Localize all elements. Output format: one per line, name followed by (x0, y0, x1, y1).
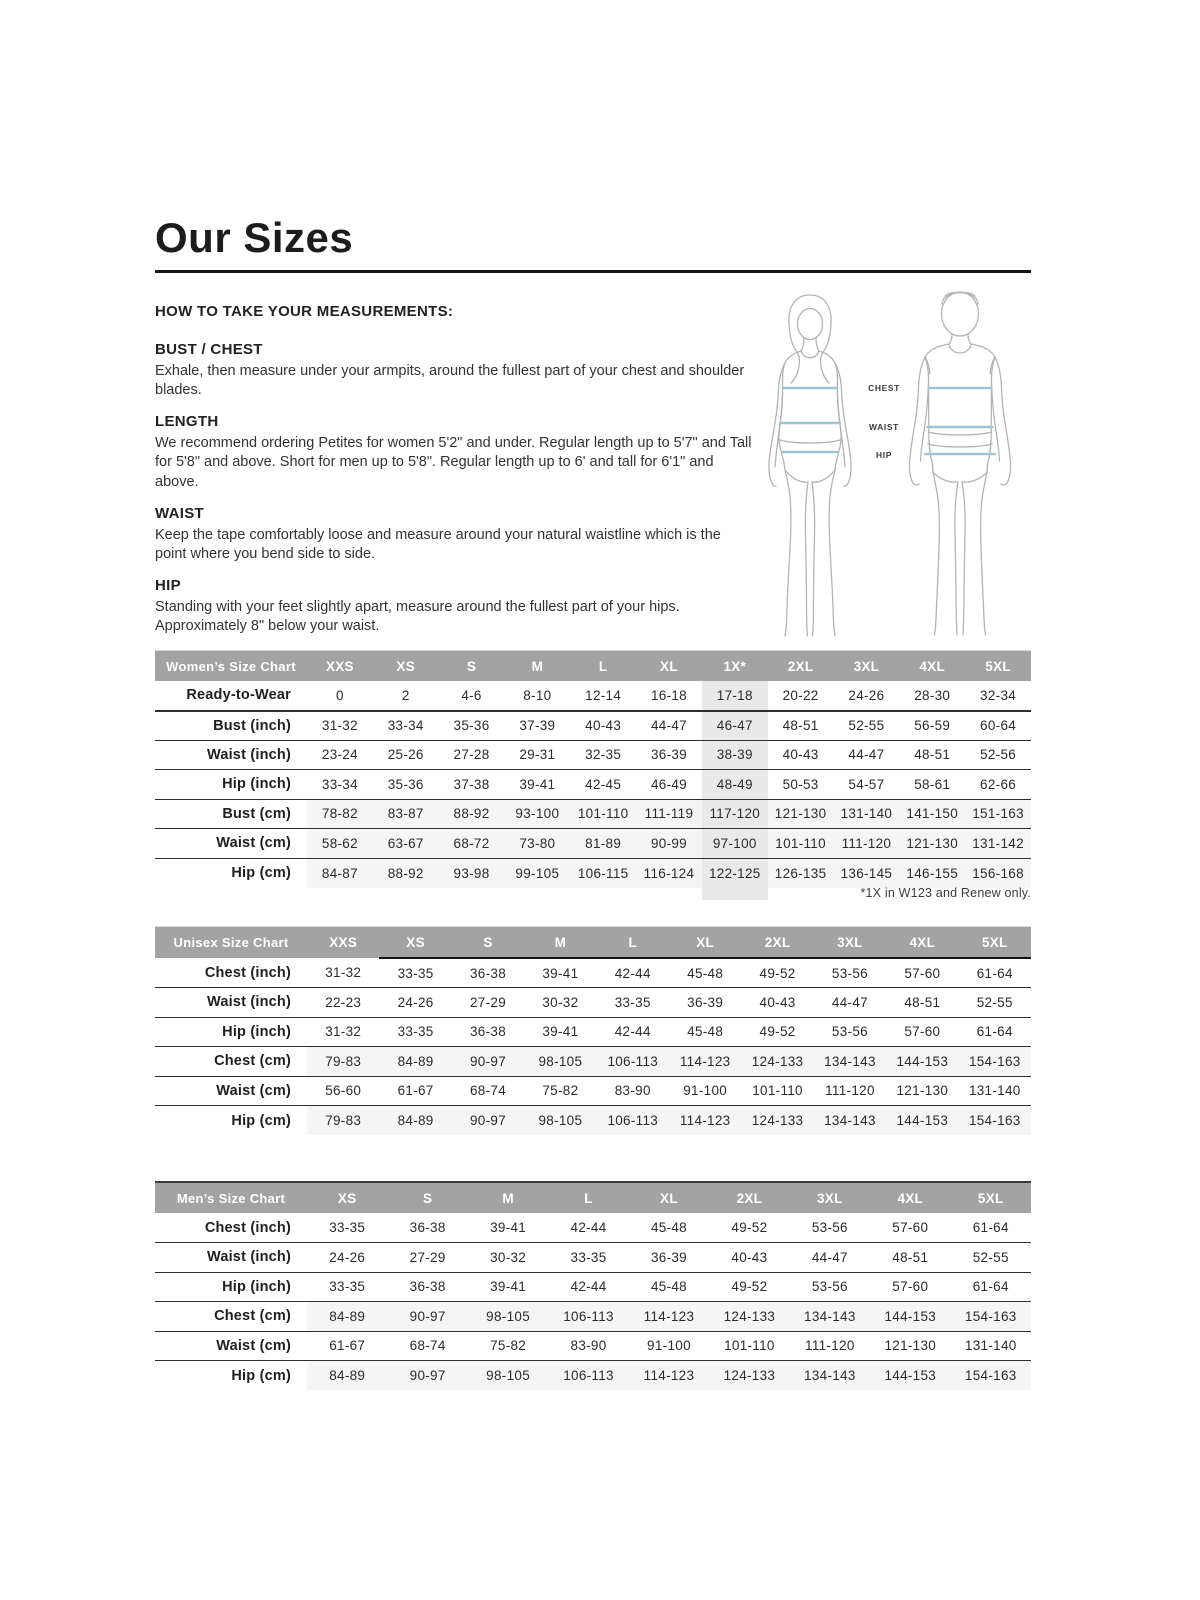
section-heading-hip: HIP (155, 576, 181, 594)
size-cell: 57-60 (886, 1017, 958, 1047)
size-cell: 124-133 (741, 1047, 813, 1077)
table-row (155, 1047, 1031, 1077)
size-column-header: 4XL (899, 651, 965, 682)
size-cell: 23-24 (307, 740, 373, 770)
how-to-heading: HOW TO TAKE YOUR MEASUREMENTS: (155, 303, 454, 320)
size-cell: 122-125 (702, 858, 768, 888)
size-column-header: XL (669, 927, 741, 959)
size-cell: 44-47 (636, 711, 702, 741)
table-row (155, 799, 1031, 829)
size-cell: 24-26 (307, 1243, 387, 1273)
size-cell: 154-163 (959, 1106, 1031, 1136)
size-cell: 39-41 (468, 1272, 548, 1302)
row-label: Waist (cm) (155, 1076, 307, 1106)
size-cell: 93-100 (504, 799, 570, 829)
size-column-header: 2XL (741, 927, 813, 959)
size-cell: 131-140 (834, 799, 900, 829)
table-row (155, 829, 1031, 859)
size-cell: 154-163 (959, 1047, 1031, 1077)
size-cell: 44-47 (790, 1243, 870, 1273)
size-cell: 52-55 (959, 988, 1031, 1018)
size-cell: 61-64 (951, 1213, 1032, 1243)
size-cell: 40-43 (570, 711, 636, 741)
size-cell: 73-80 (504, 829, 570, 859)
size-cell: 151-163 (965, 799, 1031, 829)
size-column-header: 2XL (768, 651, 834, 682)
size-cell: 42-45 (570, 770, 636, 800)
figure-label-hip: HIP (876, 450, 892, 460)
size-cell: 93-98 (439, 858, 505, 888)
size-cell: 114-123 (629, 1361, 709, 1391)
size-column-header: XS (373, 651, 439, 682)
size-column-header: XXS (307, 651, 373, 682)
size-cell: 52-55 (951, 1243, 1032, 1273)
size-cell: 48-51 (886, 988, 958, 1018)
size-cell: 68-72 (439, 829, 505, 859)
body-measurement-diagram (738, 282, 1033, 640)
row-label: Waist (cm) (155, 829, 307, 859)
size-cell: 22-23 (307, 988, 379, 1018)
table-row (155, 740, 1031, 770)
row-label: Waist (inch) (155, 1243, 307, 1273)
size-cell: 136-145 (834, 858, 900, 888)
size-cell: 38-39 (702, 740, 768, 770)
table-row (155, 711, 1031, 741)
size-column-header: 3XL (790, 1182, 870, 1213)
size-cell: 33-34 (307, 770, 373, 800)
size-column-header: S (387, 1182, 467, 1213)
size-cell: 4-6 (439, 681, 505, 711)
row-label: Chest (cm) (155, 1047, 307, 1077)
size-column-header: 5XL (951, 1182, 1032, 1213)
size-cell: 90-99 (636, 829, 702, 859)
section-body-bust-chest: Exhale, then measure under your armpits, around the fullest part of your chest and shoulder blades. (155, 363, 745, 399)
table-row (155, 770, 1031, 800)
size-column-header: L (597, 927, 669, 959)
male-measure-lines (925, 388, 995, 454)
table-row (155, 1017, 1031, 1047)
size-cell: 52-56 (965, 740, 1031, 770)
row-label: Chest (inch) (155, 1213, 307, 1243)
size-cell: 101-110 (570, 799, 636, 829)
size-cell: 98-105 (524, 1047, 596, 1077)
row-label: Hip (inch) (155, 770, 307, 800)
size-cell: 121-130 (899, 829, 965, 859)
measurement-instructions (155, 341, 755, 649)
size-cell: 44-47 (814, 988, 886, 1018)
figure-label-chest: CHEST (868, 383, 900, 393)
size-cell: 90-97 (387, 1302, 467, 1332)
size-cell: 36-39 (629, 1243, 709, 1273)
table-row (155, 681, 1031, 711)
table-row (155, 958, 1031, 988)
size-column-header: L (548, 1182, 628, 1213)
size-column-header: XS (379, 927, 451, 959)
size-cell: 42-44 (548, 1213, 628, 1243)
size-cell: 24-26 (379, 988, 451, 1018)
size-cell: 91-100 (629, 1331, 709, 1361)
size-cell: 62-66 (965, 770, 1031, 800)
size-cell: 75-82 (468, 1331, 548, 1361)
footnote-1x: *1X in W123 and Renew only. (860, 886, 1031, 900)
size-cell: 116-124 (636, 858, 702, 888)
female-figure (769, 295, 851, 636)
size-cell: 98-105 (524, 1106, 596, 1136)
size-cell: 57-60 (870, 1272, 950, 1302)
table-title-cell: Men’s Size Chart (155, 1182, 307, 1213)
size-cell: 45-48 (629, 1272, 709, 1302)
size-cell: 30-32 (468, 1243, 548, 1273)
size-cell: 8-10 (504, 681, 570, 711)
size-cell: 37-38 (439, 770, 505, 800)
size-cell: 56-59 (899, 711, 965, 741)
size-cell: 31-32 (307, 958, 379, 988)
size-cell: 117-120 (702, 799, 768, 829)
size-cell: 33-35 (379, 958, 451, 988)
size-cell: 57-60 (886, 958, 958, 988)
size-cell: 45-48 (669, 1017, 741, 1047)
size-column-header: M (504, 651, 570, 682)
size-cell: 33-35 (307, 1213, 387, 1243)
unisex-size-table-wrap (155, 926, 1031, 1135)
row-label: Chest (cm) (155, 1302, 307, 1332)
row-label: Bust (cm) (155, 799, 307, 829)
size-cell: 134-143 (814, 1106, 886, 1136)
size-cell: 84-87 (307, 858, 373, 888)
size-column-header: 3XL (834, 651, 900, 682)
size-cell: 40-43 (741, 988, 813, 1018)
size-cell: 114-123 (629, 1302, 709, 1332)
size-cell: 40-43 (709, 1243, 789, 1273)
size-cell: 35-36 (373, 770, 439, 800)
size-cell: 106-113 (597, 1047, 669, 1077)
size-cell: 154-163 (951, 1361, 1032, 1391)
row-label: Ready-to-Wear (155, 681, 307, 711)
size-cell: 84-89 (307, 1302, 387, 1332)
size-cell: 36-38 (387, 1272, 467, 1302)
row-label: Hip (inch) (155, 1017, 307, 1047)
size-column-header: 5XL (965, 651, 1031, 682)
size-cell: 124-133 (709, 1361, 789, 1391)
size-cell: 121-130 (886, 1076, 958, 1106)
unisex-size-table (155, 926, 1031, 1135)
size-cell: 30-32 (524, 988, 596, 1018)
size-cell: 32-34 (965, 681, 1031, 711)
row-label: Hip (cm) (155, 1106, 307, 1136)
size-cell: 42-44 (597, 958, 669, 988)
size-cell: 78-82 (307, 799, 373, 829)
size-cell: 56-60 (307, 1076, 379, 1106)
table-title-cell: Women’s Size Chart (155, 651, 307, 682)
size-cell: 98-105 (468, 1302, 548, 1332)
size-cell: 101-110 (768, 829, 834, 859)
size-cell: 88-92 (439, 799, 505, 829)
size-cell: 46-47 (702, 711, 768, 741)
table-row (155, 1106, 1031, 1136)
size-cell: 36-38 (387, 1213, 467, 1243)
row-label: Waist (inch) (155, 740, 307, 770)
size-cell: 156-168 (965, 858, 1031, 888)
size-cell: 36-39 (636, 740, 702, 770)
size-cell: 134-143 (814, 1047, 886, 1077)
section-length (155, 413, 755, 491)
size-cell: 45-48 (669, 958, 741, 988)
size-cell: 46-49 (636, 770, 702, 800)
title-divider (155, 270, 1031, 273)
size-cell: 75-82 (524, 1076, 596, 1106)
size-cell: 25-26 (373, 740, 439, 770)
size-cell: 39-41 (524, 1017, 596, 1047)
size-column-header: XL (636, 651, 702, 682)
figure-label-waist: WAIST (869, 422, 899, 432)
section-body-length: We recommend ordering Petites for women 5'2" and under. Regular length up to 5'7" and Tall for 5'8" and above. Short for men up to 5'8". Regular length up to 6' and tall for 6'1" and above. (155, 435, 752, 490)
size-cell: 90-97 (387, 1361, 467, 1391)
size-cell: 61-64 (959, 958, 1031, 988)
size-cell: 91-100 (669, 1076, 741, 1106)
size-cell: 57-60 (870, 1213, 950, 1243)
table-title-cell: Unisex Size Chart (155, 927, 307, 959)
size-cell: 98-105 (468, 1361, 548, 1391)
size-cell: 131-140 (951, 1331, 1032, 1361)
size-cell: 29-31 (504, 740, 570, 770)
size-cell: 27-28 (439, 740, 505, 770)
size-cell: 31-32 (307, 1017, 379, 1047)
size-cell: 33-35 (548, 1243, 628, 1273)
male-figure (909, 292, 1010, 635)
row-label: Waist (inch) (155, 988, 307, 1018)
size-cell: 42-44 (548, 1272, 628, 1302)
row-label: Chest (inch) (155, 958, 307, 988)
size-cell: 84-89 (307, 1361, 387, 1391)
size-cell: 39-41 (524, 958, 596, 988)
size-cell: 106-113 (548, 1361, 628, 1391)
section-bust-chest (155, 341, 755, 400)
table-row (155, 1331, 1031, 1361)
size-cell: 42-44 (597, 1017, 669, 1047)
size-cell: 111-120 (834, 829, 900, 859)
size-cell: 50-53 (768, 770, 834, 800)
table-row (155, 1361, 1031, 1391)
table-row (155, 1243, 1031, 1273)
womens-size-table-wrap (155, 650, 1031, 888)
size-cell: 106-115 (570, 858, 636, 888)
size-cell: 79-83 (307, 1106, 379, 1136)
size-cell: 121-130 (768, 799, 834, 829)
size-cell: 90-97 (452, 1047, 524, 1077)
size-cell: 45-48 (629, 1213, 709, 1243)
size-cell: 141-150 (899, 799, 965, 829)
size-cell: 106-113 (597, 1106, 669, 1136)
table-row (155, 1302, 1031, 1332)
size-cell: 83-90 (548, 1331, 628, 1361)
size-cell: 79-83 (307, 1047, 379, 1077)
size-cell: 68-74 (452, 1076, 524, 1106)
size-cell: 16-18 (636, 681, 702, 711)
row-label: Hip (inch) (155, 1272, 307, 1302)
size-cell: 134-143 (790, 1361, 870, 1391)
size-cell: 35-36 (439, 711, 505, 741)
size-column-header: 2XL (709, 1182, 789, 1213)
size-cell: 48-49 (702, 770, 768, 800)
size-cell: 61-64 (959, 1017, 1031, 1047)
table-row (155, 1213, 1031, 1243)
size-cell: 37-39 (504, 711, 570, 741)
section-waist (155, 505, 755, 564)
table-row (155, 1076, 1031, 1106)
size-cell: 114-123 (669, 1106, 741, 1136)
size-cell: 40-43 (768, 740, 834, 770)
size-cell: 53-56 (814, 1017, 886, 1047)
size-cell: 68-74 (387, 1331, 467, 1361)
size-column-header: XXS (307, 927, 379, 959)
size-cell: 28-30 (899, 681, 965, 711)
size-cell: 39-41 (504, 770, 570, 800)
section-heading-waist: WAIST (155, 504, 204, 522)
size-cell: 27-29 (452, 988, 524, 1018)
size-cell: 12-14 (570, 681, 636, 711)
size-cell: 144-153 (886, 1047, 958, 1077)
size-cell: 121-130 (870, 1331, 950, 1361)
size-cell: 131-142 (965, 829, 1031, 859)
size-column-header: L (570, 651, 636, 682)
size-cell: 33-35 (307, 1272, 387, 1302)
size-cell: 48-51 (768, 711, 834, 741)
size-column-header: 5XL (959, 927, 1031, 959)
size-cell: 53-56 (790, 1213, 870, 1243)
section-heading-length: LENGTH (155, 413, 219, 431)
table-row (155, 988, 1031, 1018)
size-cell: 60-64 (965, 711, 1031, 741)
size-cell: 58-61 (899, 770, 965, 800)
size-cell: 124-133 (741, 1106, 813, 1136)
size-cell: 49-52 (741, 1017, 813, 1047)
size-cell: 61-67 (307, 1331, 387, 1361)
row-label: Hip (cm) (155, 1361, 307, 1391)
mens-size-table (155, 1181, 1031, 1390)
size-cell: 84-89 (379, 1047, 451, 1077)
size-cell: 0 (307, 681, 373, 711)
row-label: Waist (cm) (155, 1331, 307, 1361)
size-cell: 27-29 (387, 1243, 467, 1273)
size-cell: 2 (373, 681, 439, 711)
size-cell: 90-97 (452, 1106, 524, 1136)
size-cell: 101-110 (741, 1076, 813, 1106)
size-cell: 58-62 (307, 829, 373, 859)
size-cell: 84-89 (379, 1106, 451, 1136)
size-cell: 111-119 (636, 799, 702, 829)
mens-size-table-wrap (155, 1181, 1031, 1390)
size-cell: 49-52 (741, 958, 813, 988)
size-cell: 48-51 (870, 1243, 950, 1273)
size-column-header: XS (307, 1182, 387, 1213)
section-heading-bust-chest: BUST / CHEST (155, 341, 263, 358)
section-body-hip: Standing with your feet slightly apart, measure around the fullest part of your hips. Approximately 8" below your waist. (155, 598, 680, 634)
size-cell: 101-110 (709, 1331, 789, 1361)
size-column-header: S (452, 927, 524, 959)
size-cell: 83-87 (373, 799, 439, 829)
size-cell: 31-32 (307, 711, 373, 741)
size-cell: 33-34 (373, 711, 439, 741)
size-cell: 48-51 (899, 740, 965, 770)
size-cell: 111-120 (790, 1331, 870, 1361)
size-cell: 131-140 (959, 1076, 1031, 1106)
size-cell: 24-26 (834, 681, 900, 711)
size-column-header: 4XL (870, 1182, 950, 1213)
size-cell: 106-113 (548, 1302, 628, 1332)
size-column-header: M (524, 927, 596, 959)
size-cell: 126-135 (768, 858, 834, 888)
size-cell: 36-38 (452, 1017, 524, 1047)
size-cell: 49-52 (709, 1213, 789, 1243)
size-cell: 61-67 (379, 1076, 451, 1106)
size-cell: 99-105 (504, 858, 570, 888)
size-cell: 44-47 (834, 740, 900, 770)
page-title: Our Sizes (155, 214, 354, 261)
size-cell: 97-100 (702, 829, 768, 859)
size-column-header: XL (629, 1182, 709, 1213)
size-cell: 53-56 (790, 1272, 870, 1302)
size-cell: 39-41 (468, 1213, 548, 1243)
table-row (155, 1272, 1031, 1302)
size-column-header: M (468, 1182, 548, 1213)
size-cell: 146-155 (899, 858, 965, 888)
size-cell: 49-52 (709, 1272, 789, 1302)
row-label: Hip (cm) (155, 858, 307, 888)
size-cell: 114-123 (669, 1047, 741, 1077)
size-cell: 81-89 (570, 829, 636, 859)
size-cell: 144-153 (870, 1302, 950, 1332)
size-cell: 154-163 (951, 1302, 1032, 1332)
size-cell: 83-90 (597, 1076, 669, 1106)
size-cell: 36-38 (452, 958, 524, 988)
size-cell: 111-120 (814, 1076, 886, 1106)
size-cell: 32-35 (570, 740, 636, 770)
size-column-header: 1X* (702, 651, 768, 682)
size-cell: 33-35 (379, 1017, 451, 1047)
size-cell: 134-143 (790, 1302, 870, 1332)
size-column-header: 3XL (814, 927, 886, 959)
size-cell: 124-133 (709, 1302, 789, 1332)
size-cell: 88-92 (373, 858, 439, 888)
size-cell: 61-64 (951, 1272, 1032, 1302)
size-cell: 17-18 (702, 681, 768, 711)
size-cell: 144-153 (886, 1106, 958, 1136)
table-row (155, 858, 1031, 888)
size-cell: 20-22 (768, 681, 834, 711)
section-body-waist: Keep the tape comfortably loose and measure around your natural waistline which is the point where you bend side to side. (155, 526, 721, 562)
size-cell: 53-56 (814, 958, 886, 988)
womens-size-table (155, 650, 1031, 888)
size-cell: 52-55 (834, 711, 900, 741)
size-cell: 33-35 (597, 988, 669, 1018)
size-cell: 63-67 (373, 829, 439, 859)
size-cell: 54-57 (834, 770, 900, 800)
size-column-header: 4XL (886, 927, 958, 959)
size-cell: 36-39 (669, 988, 741, 1018)
section-hip (155, 577, 755, 636)
row-label: Bust (inch) (155, 711, 307, 741)
size-column-header: S (439, 651, 505, 682)
size-cell: 144-153 (870, 1361, 950, 1391)
